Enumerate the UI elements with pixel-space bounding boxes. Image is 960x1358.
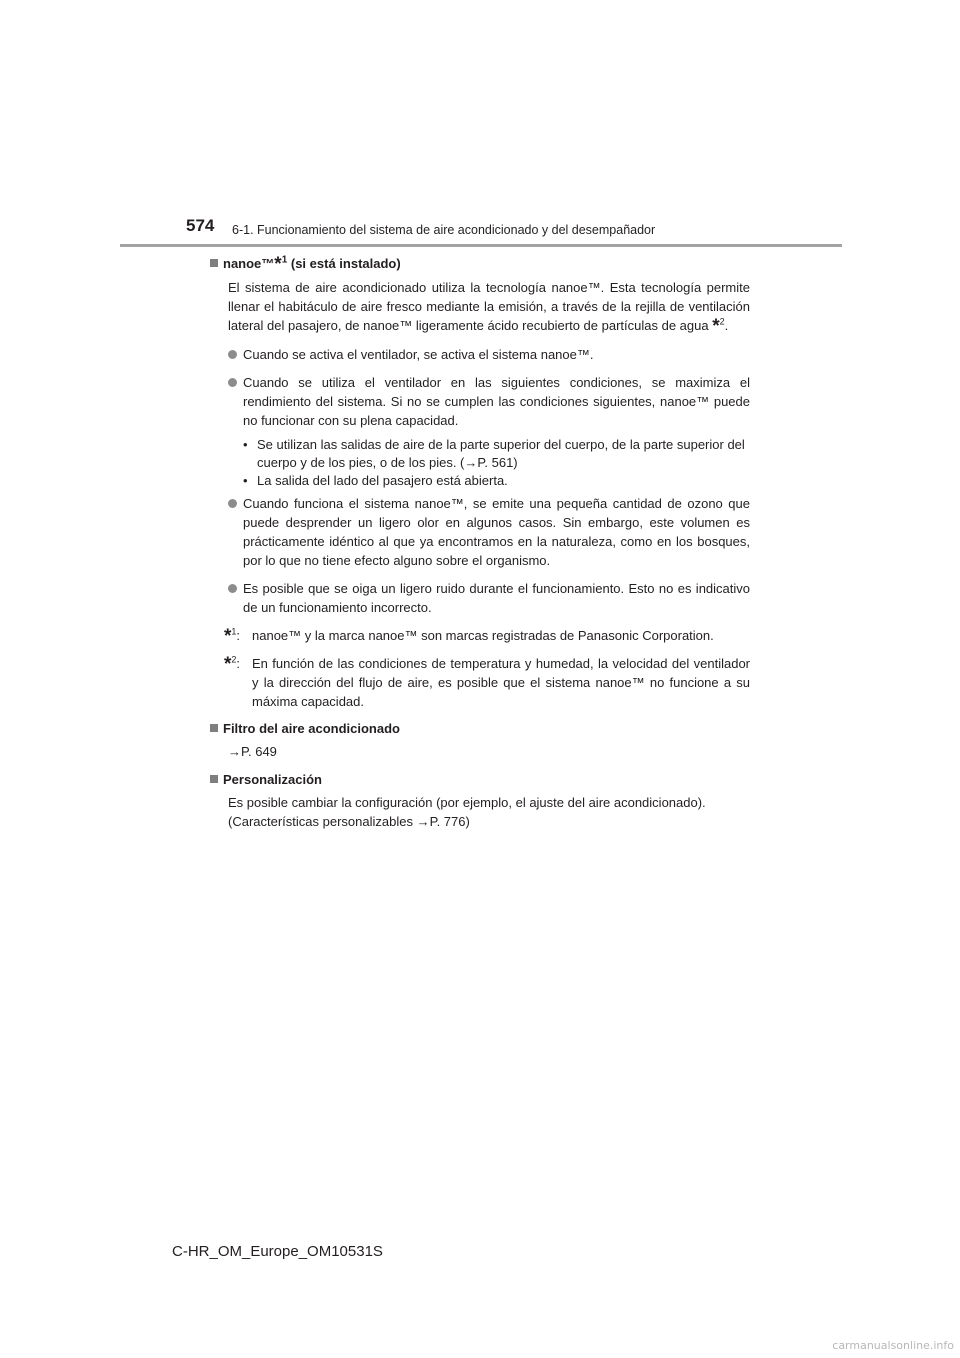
condition-item <box>243 436 750 472</box>
nanoe-title-prefix: nanoe™ <box>223 256 275 271</box>
page-reference: P. 561) <box>477 455 518 470</box>
running-head: 6-1. Funcionamiento del sistema de aire acondicionado y del desempañador <box>232 223 656 237</box>
bullet-text: Cuando se activa el ventilador, se activa el sistema nanoe™. <box>243 347 594 362</box>
personalization-reference <box>228 812 750 831</box>
round-bullet-icon <box>228 499 237 508</box>
round-bullet-icon <box>228 584 237 593</box>
bullet-item <box>228 494 750 570</box>
bullet-text: Es posible que se oiga un ligero ruido durante el funcionamiento. Esto no es indicativo de un funcionamiento incorrecto. <box>243 581 750 615</box>
arrow-right-icon: → <box>228 744 241 759</box>
condition-text-main: Se utilizan las salidas de aire de la parte superior del cuerpo, de la parte superior del cuerpo y de los pies, o de los pies. ( <box>257 437 745 470</box>
footnote-number: 2 <box>231 654 237 665</box>
asterisk-icon: * <box>712 316 720 337</box>
condition-item <box>243 472 750 490</box>
dot-bullet-icon: • <box>243 473 248 488</box>
footnote-number: 1 <box>231 626 237 637</box>
footnote-marker <box>224 654 252 711</box>
page-content <box>210 254 750 831</box>
page-reference: P. 776) <box>429 814 470 829</box>
footnote-1 <box>224 626 750 647</box>
asterisk-icon: * <box>274 254 282 275</box>
personalization-text: Es posible cambiar la configuración (por ejemplo, el ajuste del aire acondicionado). <box>228 795 706 810</box>
arrow-right-icon: → <box>416 814 430 829</box>
footnote-ref-1: 1 <box>281 254 288 266</box>
page-number: 574 <box>186 216 215 235</box>
section-heading-nanoe <box>210 254 750 275</box>
header-rule <box>120 244 842 247</box>
page-reference: P. 649 <box>241 744 277 759</box>
section-heading-filter <box>210 719 750 739</box>
square-bullet-icon <box>210 259 218 267</box>
footnote-ref-2: 2 <box>719 316 725 327</box>
bullet-text: Cuando se utiliza el ventilador en las siguientes condiciones, se maximiza el rendimiento del sistema. Si no se cumplen las condiciones siguientes, nanoe™ puede no funcionar con su plena capacidad. <box>243 375 750 428</box>
square-bullet-icon <box>210 724 218 732</box>
filter-reference <box>228 742 750 761</box>
condition-list <box>228 436 750 490</box>
section-body-nanoe <box>210 278 750 711</box>
footnote-2 <box>224 654 750 711</box>
section-heading-personalization <box>210 770 750 790</box>
bullet-item <box>228 373 750 430</box>
square-bullet-icon <box>210 775 218 783</box>
dot-bullet-icon: • <box>243 437 248 452</box>
nanoe-title-suffix: (si está instalado) <box>287 256 401 271</box>
condition-text: La salida del lado del pasajero está abierta. <box>257 473 508 488</box>
reference-text: (Características personalizables <box>228 814 417 829</box>
nanoe-intro <box>228 278 750 336</box>
document-id: C-HR_OM_Europe_OM10531S <box>172 1243 383 1260</box>
asterisk-icon: * <box>224 626 232 647</box>
bullet-item <box>228 345 750 364</box>
round-bullet-icon <box>228 378 237 387</box>
section-body-personalization <box>210 793 750 831</box>
nanoe-intro-text: El sistema de aire acondicionado utiliza la tecnología nanoe™. Esta tecnología permite llenar el habitáculo de aire fresco mediante la emisión, a través de la rejilla de ventilación lateral del pasajero, de nanoe™ ligeramente ácido recubierto de partículas de agua <box>228 280 750 333</box>
bullet-text: Cuando funciona el sistema nanoe™, se emite una pequeña cantidad de ozono que puede desprender un ligero olor en algunos casos. Sin embargo, este volumen es prácticamente idéntico al que ya encontramos en la naturaleza, como en los bosques, por lo que no tiene efecto alguno sobre el organismo. <box>243 496 750 568</box>
footnote-colon: : <box>236 656 241 671</box>
round-bullet-icon <box>228 350 237 359</box>
personalization-title: Personalización <box>223 772 322 787</box>
footnote-text: nanoe™ y la marca nanoe™ son marcas registradas de Panasonic Corporation. <box>252 628 714 643</box>
footnote-colon: : <box>236 628 241 643</box>
filter-title: Filtro del aire acondicionado <box>223 721 400 736</box>
footnote-marker <box>224 626 252 646</box>
condition-text <box>257 436 750 472</box>
footnote-text: En función de las condiciones de temperatura y humedad, la velocidad del ventilador y la dirección del flujo de aire, es posible que el sistema nanoe™ no funcione a su máxima capacidad. <box>252 656 750 709</box>
asterisk-icon: * <box>224 654 232 675</box>
watermark: carmanualsonline.info <box>832 1339 954 1352</box>
bullet-item <box>228 579 750 617</box>
intro-period: . <box>724 318 729 333</box>
arrow-right-icon: → <box>464 455 478 470</box>
section-body-filter <box>210 742 750 761</box>
